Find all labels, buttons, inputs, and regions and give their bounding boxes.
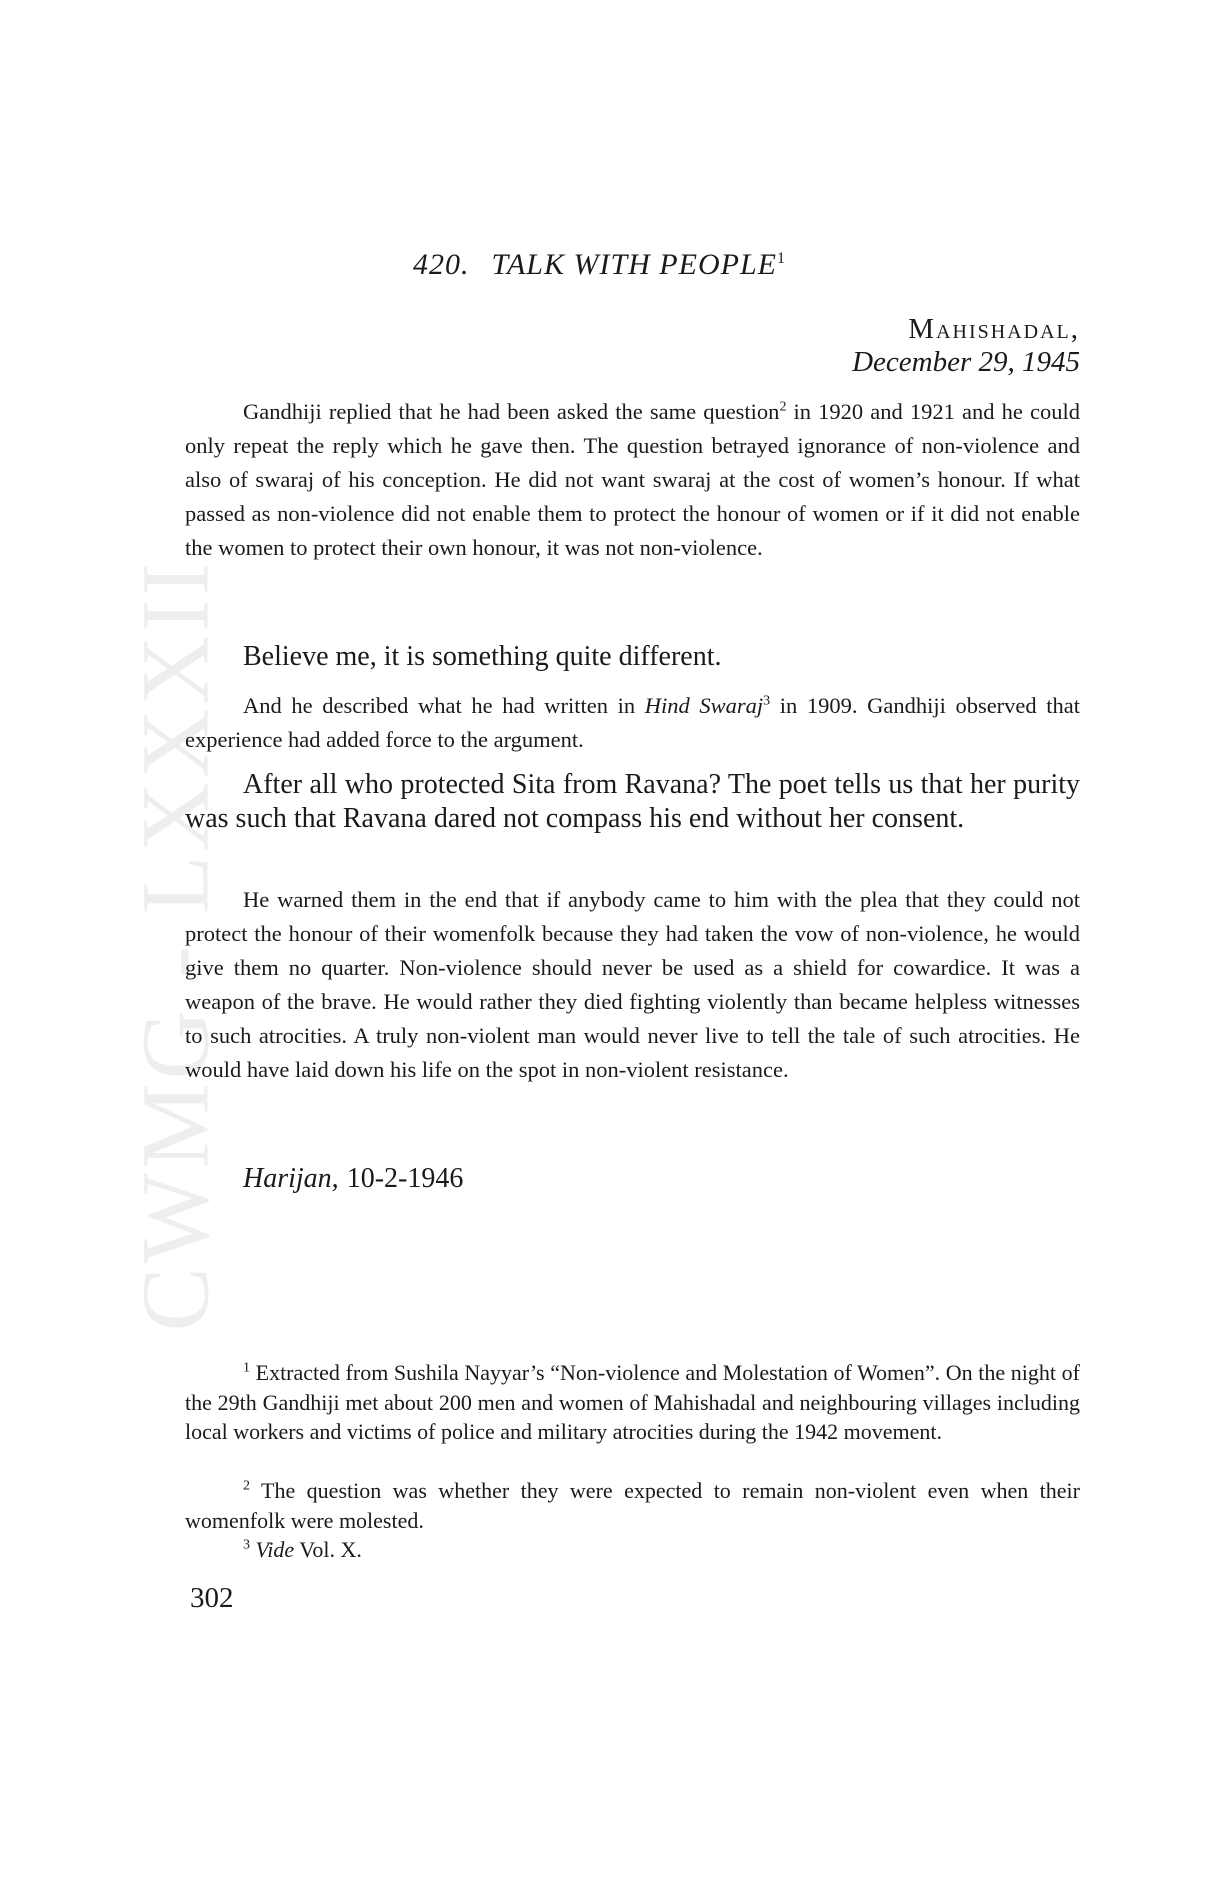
p2-text-a: And he described what he had written in — [243, 693, 645, 718]
dateline-date: December 29, 1945 — [852, 346, 1080, 378]
p2-italic-title: Hind Swaraj — [644, 693, 764, 718]
source-citation — [243, 1163, 463, 1195]
p1-text-b: in 1920 and 1921 and he could only repeat the reply which he gave then. The question betrayed ignorance of non-violence and also of swaraj of his conception. He did not want swaraj at the cost of women’s honour. If what passed as non-violence did not enable them to protect the honour of women or if it did not enable the women to protect their own honour, it was not non-violence. — [185, 399, 1080, 560]
watermark-text: CWMG - LXXXII — [121, 559, 229, 1331]
footnote-3-mark: 3 — [243, 1537, 250, 1553]
footnote-1 — [185, 1358, 1080, 1447]
footnote-2-mark: 2 — [243, 1478, 250, 1494]
footnote-1-text: Extracted from Sushila Nayyar’s “Non-violence and Molestation of Women”. On the night of the 29th Gandhiji met about 200 men and women of Mahishadal and neighbouring villages including local workers and victims of police and military atrocities during the 1942 movement. — [185, 1360, 1080, 1444]
p2-text-b: in 1909. Gandhiji observed that experience had added force to the argument. — [185, 693, 1081, 752]
footnote-ref-2: 2 — [779, 399, 787, 415]
footnote-3 — [185, 1535, 1080, 1565]
footnote-ref-3: 3 — [763, 693, 771, 709]
item-number: 420. — [413, 248, 470, 281]
footnote-2 — [185, 1476, 1080, 1535]
quote-2: After all who protected Sita from Ravana? The poet tells us that her purity was such that Ravana dared not compass his end without her consent. — [185, 769, 1080, 834]
item-title: TALK WITH PEOPLE — [491, 248, 777, 281]
body-paragraph-2 — [185, 689, 1080, 757]
p1-text-a: Gandhiji replied that he had been asked the same question — [243, 399, 780, 424]
dateline-place: Mahishadal, — [908, 313, 1080, 345]
body-paragraph-1 — [185, 395, 1080, 565]
footnote-1-mark: 1 — [243, 1360, 250, 1376]
source-date: 10-2-1946 — [346, 1163, 464, 1194]
source-publication: Harijan, — [243, 1163, 339, 1194]
page-title — [413, 248, 786, 282]
quote-1: Believe me, it is something quite different. — [243, 641, 722, 672]
footnote-3-text: Vol. X. — [294, 1537, 362, 1562]
page-number: 302 — [190, 1582, 234, 1614]
footnote-3-italic: Vide — [255, 1537, 295, 1562]
body-paragraph-3: He warned them in the end that if anybody came to him with the plea that they could not protect the honour of their womenfolk because they had taken the vow of non-violence, he would give them no quarter. Non-violence should never be used as a shield for cowardice. It was a weapon of the brave. He would rather they died fighting violently than became helpless witnesses to such atrocities. A truly non-violent man would never live to tell the tale of such atrocities. He would have laid down his life on the spot in non-violent resistance. — [185, 887, 1080, 1082]
title-footnote-mark: 1 — [776, 250, 786, 267]
footnote-2-text: The question was whether they were expected to remain non-violent even when their womenfolk were molested. — [185, 1478, 1080, 1533]
